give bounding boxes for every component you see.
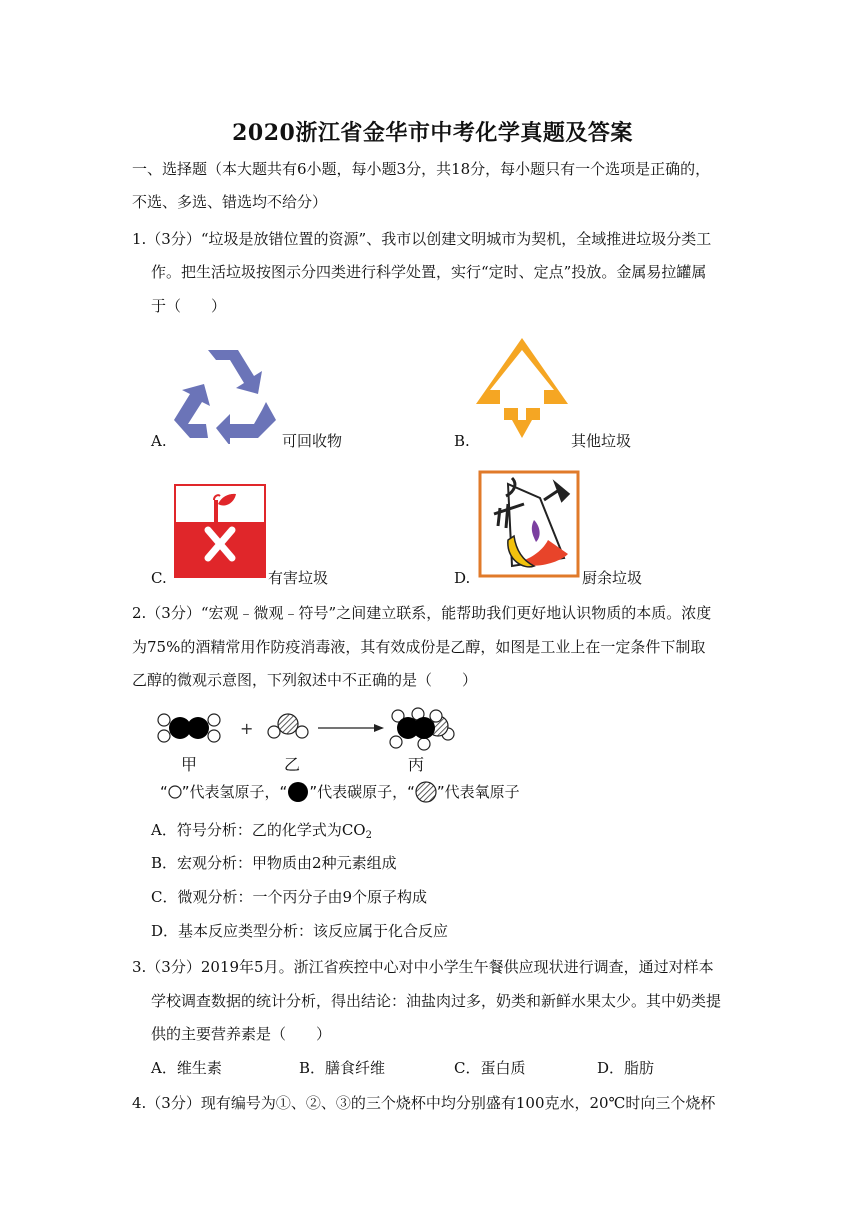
other-waste-icon xyxy=(474,334,570,444)
q2-option-a xyxy=(151,820,372,846)
q1-option-b-label: 其他垃圾 xyxy=(571,432,632,450)
molecule-jia xyxy=(158,714,220,742)
q3-text-line1: 3.（3分）2019年5月。浙江省疾控中心对中小学生午餐供应现状进行调查，通过对样本 xyxy=(132,958,714,976)
q1-option-c-label: 有害垃圾 xyxy=(268,569,329,587)
q1-option-a-label: 可回收物 xyxy=(282,432,343,450)
q4-text-line1: 4.（3分）现有编号为①、②、③的三个烧杯中均分别盛有100克水，20℃时向三个烧杯 xyxy=(132,1094,716,1112)
q2-text-line3: 乙醇的微观示意图，下列叙述中不正确的是（ ） xyxy=(132,671,478,689)
q2-text-line2: 为75%的酒精常用作防疫消毒液，其有效成份是乙醇，如图是工业上在一定条件下制取 xyxy=(132,638,706,656)
oxygen-atom-icon xyxy=(415,781,437,803)
kitchen-waste-icon xyxy=(478,470,580,578)
q1-text-line2: 作。把生活垃圾按图示分四类进行科学处置，实行“定时、定点”投放。金属易拉罐属 xyxy=(151,263,707,281)
label-jia: 甲 xyxy=(181,755,198,774)
legend-oxygen: ”代表氧原子 xyxy=(436,783,520,801)
page-title: 2020浙江省金华市中考化学真题及答案 xyxy=(232,120,633,146)
q3-option-b: B．膳食纤维 xyxy=(299,1059,386,1077)
legend-quote: “ xyxy=(160,783,168,801)
q1-option-b-letter: B. xyxy=(454,432,470,450)
legend-hydrogen: ”代表氢原子，“ xyxy=(181,783,288,801)
q1-option-d-letter: D. xyxy=(454,569,471,587)
q3-option-c: C．蛋白质 xyxy=(454,1059,526,1077)
hydrogen-atom-icon xyxy=(168,785,182,799)
q1-option-d-label: 厨余垃圾 xyxy=(582,569,643,587)
reaction-arrow xyxy=(318,724,384,732)
q1-option-c-letter: C. xyxy=(151,569,167,587)
carbon-atom-icon xyxy=(287,781,309,803)
q1-text-line1: 1.（3分）“垃圾是放错位置的资源”、我市以创建文明城市为契机，全域推进垃圾分类工 xyxy=(132,230,712,248)
hazardous-waste-icon xyxy=(174,484,266,578)
q1-text-line3: 于（ ） xyxy=(151,297,227,315)
q3-option-d: D．脂肪 xyxy=(597,1059,655,1077)
q2-option-d: D．基本反应类型分析：该反应属于化合反应 xyxy=(151,922,449,940)
label-yi: 乙 xyxy=(284,755,301,774)
q2-text-line1: 2.（3分）“宏观﹣微观﹣符号”之间建立联系，能帮助我们更好地认识物质的本质。浓度 xyxy=(132,604,712,622)
q1-option-a-letter: A. xyxy=(151,432,167,450)
section-heading-line2: 不选、多选、错选均不给分） xyxy=(132,193,328,211)
section-heading-line1: 一、选择题（本大题共有6小题，每小题3分，共18分，每小题只有一个选项是正确的， xyxy=(132,160,711,178)
molecule-bing xyxy=(390,708,454,750)
molecule-yi xyxy=(268,714,308,738)
q2-option-c: C．微观分析：一个丙分子由9个原子构成 xyxy=(151,888,428,906)
recycle-icon xyxy=(170,344,280,444)
q2-option-b: B．宏观分析：甲物质由2种元素组成 xyxy=(151,854,397,872)
legend-carbon: ”代表碳原子，“ xyxy=(309,783,415,801)
q2-option-a-subscript: 2 xyxy=(365,830,372,841)
q3-text-line3: 供的主要营养素是（ ） xyxy=(151,1025,332,1043)
q3-text-line2: 学校调查数据的统计分析，得出结论：油盐肉过多，奶类和新鲜水果太少。其中奶类提 xyxy=(151,992,722,1010)
label-bing: 丙 xyxy=(408,755,425,774)
q3-option-a: A．维生素 xyxy=(151,1059,222,1077)
plus-sign: + xyxy=(240,719,254,738)
legend xyxy=(160,781,520,803)
q2-option-a-text: A．符号分析：乙的化学式为CO xyxy=(151,821,366,839)
